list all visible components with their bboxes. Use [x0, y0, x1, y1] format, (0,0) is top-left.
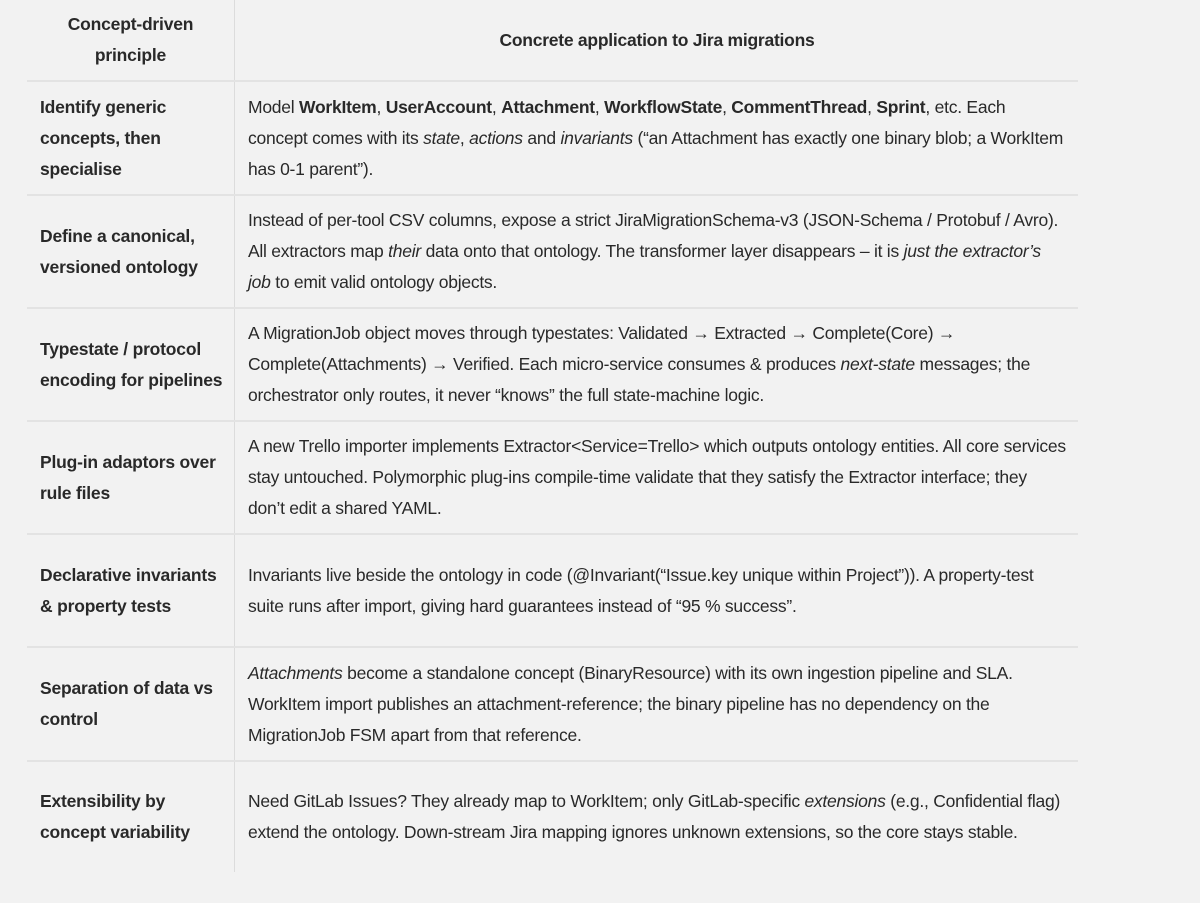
text-run: become a standalone concept (BinaryResource) with its own ingestion pipeline and SLA. WorkItem import publishes an attachment-reference; the binary pipeline has no dependency on the MigrationJob FSM apart from that reference.	[248, 662, 1013, 745]
bold-term: WorkflowState	[604, 96, 723, 117]
text-run: A MigrationJob object moves through typestates: Validated → Extracted → Complete(Core) → Complete(Attachments) → Verified. Each micro-service consumes & produces	[248, 323, 956, 374]
bold-term: WorkItem	[299, 96, 377, 117]
application-cell	[235, 648, 1078, 760]
text-run: (“an Attachment has exactly one binary blob; a WorkItem has 0-1 parent”).	[248, 127, 1064, 179]
principle-cell: Identify generic concepts, then specialise	[27, 82, 235, 194]
text-run: Model	[248, 96, 300, 117]
text-run: ,	[491, 96, 502, 117]
text-run: Need GitLab Issues? They already map to WorkItem; only GitLab-specific	[248, 791, 805, 811]
principles-table	[27, 0, 1078, 872]
text-run: data onto that ontology. The transformer layer disappears – it is	[420, 241, 904, 261]
table-row	[27, 762, 1078, 872]
bold-term: Attachment	[501, 96, 595, 117]
text-run: to emit valid ontology objects.	[270, 272, 498, 292]
table-row	[27, 82, 1078, 196]
text-run: ,	[459, 127, 470, 148]
application-cell	[235, 196, 1078, 307]
text-run: , etc. Each concept comes with its	[248, 96, 1006, 148]
italic-term: next-state	[840, 354, 915, 374]
bold-term: UserAccount	[385, 96, 492, 117]
application-text	[248, 205, 1066, 298]
principle-cell: Extensibility by concept variability	[27, 762, 235, 872]
application-cell	[235, 309, 1078, 420]
header-principle: Concept-driven principle	[27, 0, 235, 80]
application-text	[248, 560, 1066, 622]
principle-cell: Separation of data vs control	[27, 648, 235, 760]
header-application: Concrete application to Jira migrations	[499, 29, 815, 50]
table-row	[27, 196, 1078, 309]
text-run: messages; the orchestrator only routes, it never “knows” the full state-machine logic.	[248, 354, 1031, 405]
table-row	[27, 422, 1078, 535]
bold-term: CommentThread	[731, 96, 868, 117]
application-cell	[235, 762, 1078, 872]
application-cell	[235, 535, 1078, 646]
principle-cell: Plug-in adaptors over rule files	[27, 422, 235, 533]
bold-term: Sprint	[876, 96, 926, 117]
principle-cell: Declarative invariants & property tests	[27, 535, 235, 646]
application-text	[248, 92, 1066, 185]
italic-term: Attachments	[248, 662, 343, 683]
principle-cell: Typestate / protocol encoding for pipelines	[27, 309, 235, 420]
text-run: ,	[594, 96, 605, 117]
application-cell	[235, 82, 1078, 194]
application-cell	[235, 422, 1078, 533]
table-row	[27, 535, 1078, 648]
italic-term: extensions	[804, 791, 886, 811]
table-row	[27, 648, 1078, 762]
text-run: ,	[376, 96, 386, 117]
table-header-row	[27, 0, 1078, 82]
text-run: and	[522, 127, 561, 148]
table-row	[27, 309, 1078, 422]
application-text	[248, 658, 1066, 751]
application-text	[248, 431, 1066, 524]
application-text	[248, 318, 1066, 411]
italic-term: just the extractor’s job	[248, 241, 1041, 292]
text-run: Invariants live beside the ontology in code (@Invariant(“Issue.key unique within Project”)). A property-test suite runs after import, giving hard guarantees instead of “95 % success”.	[248, 564, 1034, 616]
italic-term: their	[388, 241, 421, 261]
text-run: A new Trello importer implements Extractor<Service=Trello> which outputs ontology entities. All core services stay untouched. Polymorphic plug-ins compile-time validate that they satisfy the Extractor interface; they don’t edit a shared YAML.	[248, 436, 1066, 518]
text-run: ,	[722, 96, 732, 117]
text-run: Instead of per-tool CSV columns, expose a strict JiraMigrationSchema-v3 (JSON-Schema / Protobuf / Avro). All extractors map	[248, 210, 1059, 261]
application-text	[248, 786, 1066, 848]
italic-term: state	[423, 127, 460, 148]
principle-cell: Define a canonical, versioned ontology	[27, 196, 235, 307]
italic-term: invariants	[560, 127, 633, 148]
text-run: ,	[867, 96, 877, 117]
italic-term: actions	[469, 127, 523, 148]
text-run: (e.g., Confidential flag) extend the ontology. Down-stream Jira mapping ignores unknown extensions, so the core stays stable.	[248, 791, 1061, 842]
